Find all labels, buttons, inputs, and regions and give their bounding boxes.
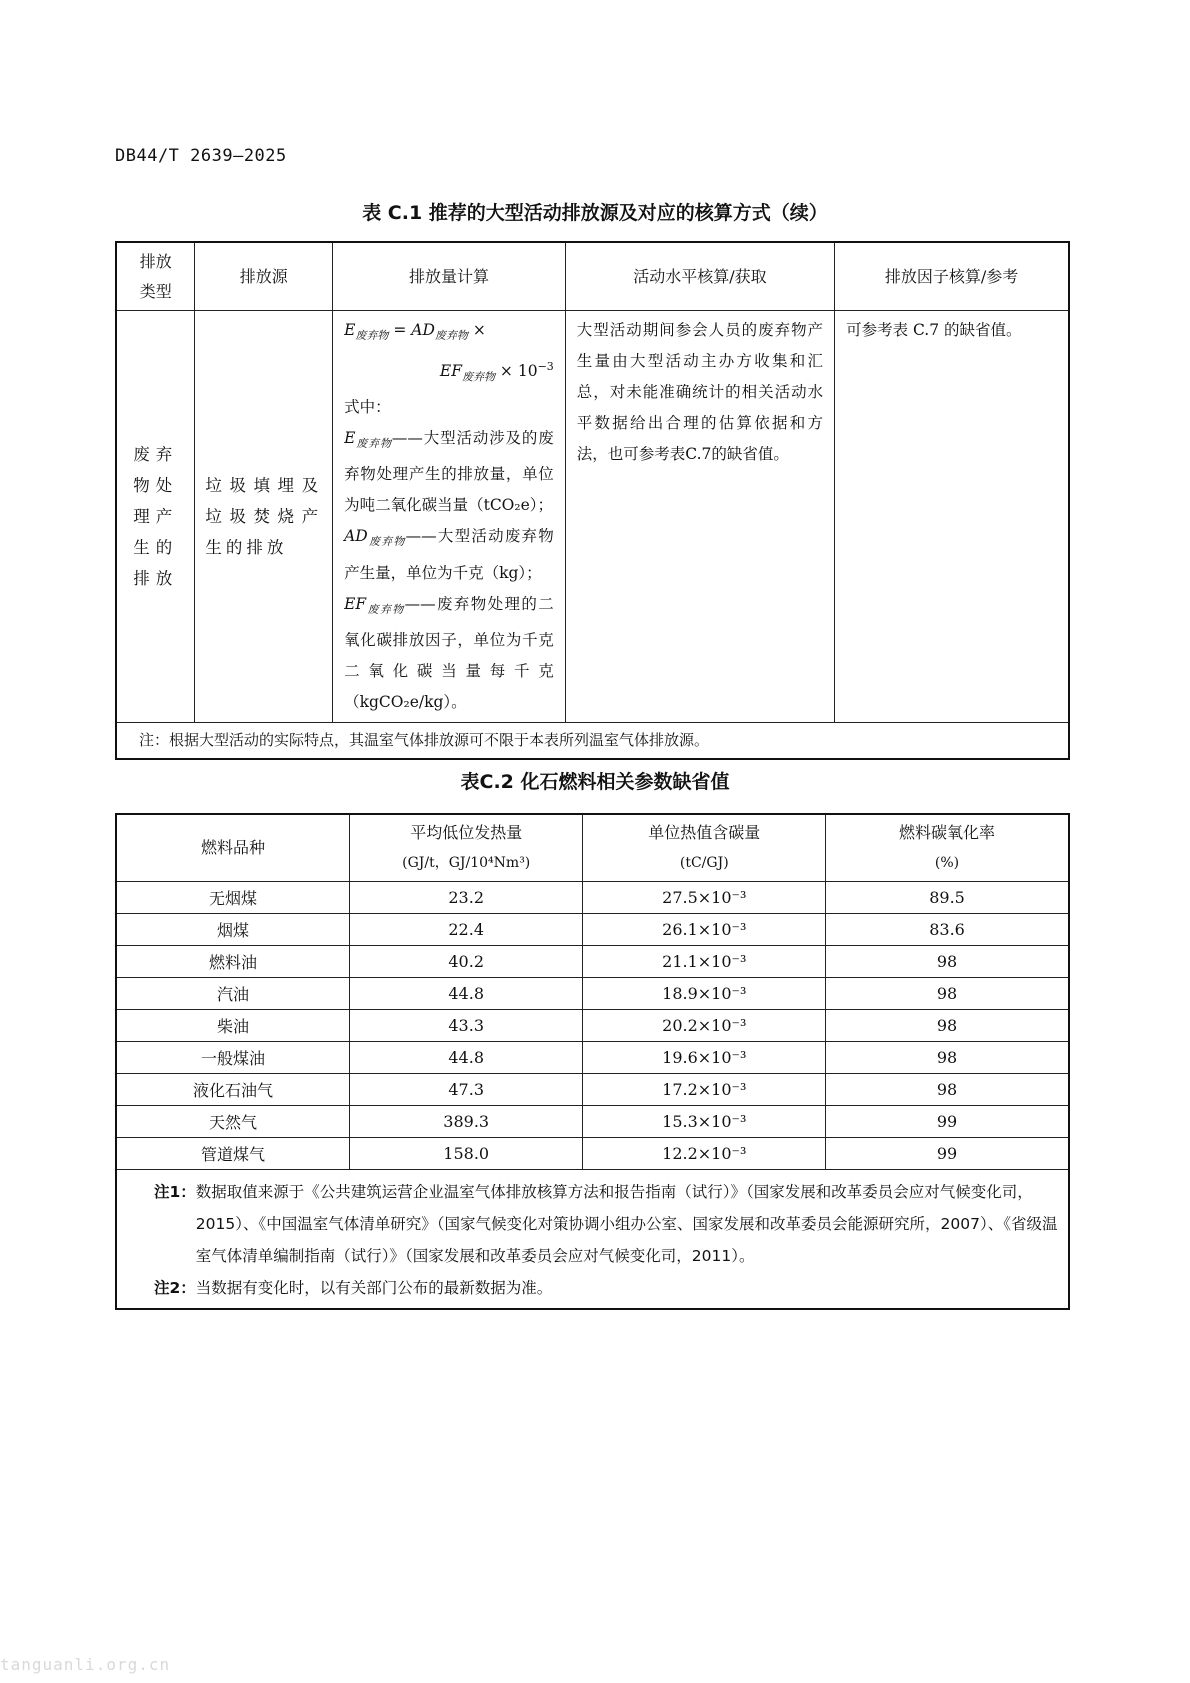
fuel-name: 柴油 xyxy=(116,1010,349,1042)
heat-value: 158.0 xyxy=(349,1138,583,1170)
heat-value: 23.2 xyxy=(349,882,583,914)
col-header-source: 排放源 xyxy=(195,242,333,311)
factor-cell: 可参考表 C.7 的缺省值。 xyxy=(835,311,1069,723)
document-id: DB44/T 2639—2025 xyxy=(115,146,287,166)
definition-e: $E_{废弃物}——$大型活动涉及的废弃物处理产生的排放量，单位为吨二氧化碳当量（tCO₂e）； xyxy=(344,429,554,515)
heat-value: 44.8 xyxy=(349,978,583,1010)
table2-notes xyxy=(116,1170,1069,1310)
note-2-label: 注2： xyxy=(154,1279,196,1297)
table-row xyxy=(116,946,1069,978)
carbon-content: 17.2×10⁻³ xyxy=(583,1074,826,1106)
table2-note-row xyxy=(116,1170,1069,1310)
table-row xyxy=(116,882,1069,914)
table-row xyxy=(116,1106,1069,1138)
carbon-content: 27.5×10⁻³ xyxy=(583,882,826,914)
carbon-content: 18.9×10⁻³ xyxy=(583,978,826,1010)
note-1-text: 数据取值来源于《公共建筑运营企业温室气体排放核算方法和报告指南（试行）》（国家发展和改革委员会应对气候变化司，2015）、《中国温室气体清单研究》（国家气候变化对策协调小组办公室、国家发展和改革委员会能源研究所，2007）、《省级温室气体清单编制指南（试行）》（国家发展和改革委员会应对气候变化司，2011）。 xyxy=(195,1183,1058,1265)
oxidation-rate: 98 xyxy=(826,1010,1069,1042)
table-row xyxy=(116,978,1069,1010)
table2-header-row xyxy=(116,814,1069,882)
table2-caption: 表C.2 化石燃料相关参数缺省值 xyxy=(460,771,730,793)
note-2 xyxy=(154,1272,1058,1304)
col-header-factor: 排放因子核算/参考 xyxy=(835,242,1069,311)
col-header-heat: 平均低位发热量 (GJ/t，GJ/10⁴Nm³) xyxy=(349,814,583,882)
col-header-activity: 活动水平核算/获取 xyxy=(565,242,834,311)
col-header-fuel: 燃料品种 xyxy=(116,814,349,882)
emission-type-text: 废弃物处理产生的排放 xyxy=(133,444,179,588)
heat-value: 389.3 xyxy=(349,1106,583,1138)
definition-ef: $EF_{废弃物}——$废弃物处理的二氧化碳排放因子，单位为千克二氧化碳当量每千克（kgCO₂e/kg）。 xyxy=(344,594,554,711)
emission-source-text: 垃圾填埋及垃圾焚烧产生的排放 xyxy=(205,475,323,557)
carbon-content: 20.2×10⁻³ xyxy=(583,1010,826,1042)
fuel-name: 管道煤气 xyxy=(116,1138,349,1170)
note-1 xyxy=(154,1176,1058,1272)
calculation-cell xyxy=(333,311,566,723)
emission-source-cell xyxy=(195,311,333,723)
watermark: tanguanli.org.cn xyxy=(0,1655,171,1674)
heat-value: 43.3 xyxy=(349,1010,583,1042)
formula-line-1: $E_{废弃物} = AD_{废弃物}$ × xyxy=(344,321,486,343)
col-header-carbon: 单位热值含碳量 (tC/GJ) xyxy=(583,814,826,882)
table1-note: 注：根据大型活动的实际特点，其温室气体排放源可不限于本表所列温室气体排放源。 xyxy=(116,722,1069,759)
fuel-name: 汽油 xyxy=(116,978,349,1010)
heat-value: 22.4 xyxy=(349,914,583,946)
col-header-type: 排放 类型 xyxy=(116,242,195,311)
table1-row xyxy=(116,311,1069,723)
note-1-label: 注1： xyxy=(154,1183,196,1201)
oxidation-rate: 98 xyxy=(826,1042,1069,1074)
table-row xyxy=(116,1138,1069,1170)
carbon-content: 15.3×10⁻³ xyxy=(583,1106,826,1138)
table-row xyxy=(116,1074,1069,1106)
fuel-name: 无烟煤 xyxy=(116,882,349,914)
table1-caption: 表 C.1 推荐的大型活动排放源及对应的核算方式（续） xyxy=(362,202,828,224)
fuel-name: 燃料油 xyxy=(116,946,349,978)
oxidation-rate: 98 xyxy=(826,1074,1069,1106)
fuel-name: 天然气 xyxy=(116,1106,349,1138)
table1-header-row xyxy=(116,242,1069,311)
oxidation-rate: 99 xyxy=(826,1106,1069,1138)
heat-value: 44.8 xyxy=(349,1042,583,1074)
table1-note-row xyxy=(116,722,1069,759)
carbon-content: 12.2×10⁻³ xyxy=(583,1138,826,1170)
where-label: 式中： xyxy=(344,398,391,417)
col-header-oxidation: 燃料碳氧化率 (%) xyxy=(826,814,1069,882)
table-c2 xyxy=(115,813,1070,1310)
oxidation-rate: 99 xyxy=(826,1138,1069,1170)
oxidation-rate: 89.5 xyxy=(826,882,1069,914)
oxidation-rate: 98 xyxy=(826,946,1069,978)
heat-value: 47.3 xyxy=(349,1074,583,1106)
carbon-content: 21.1×10⁻³ xyxy=(583,946,826,978)
oxidation-rate: 98 xyxy=(826,978,1069,1010)
table-row xyxy=(116,1010,1069,1042)
table-row xyxy=(116,914,1069,946)
table-row xyxy=(116,1042,1069,1074)
note-2-text: 当数据有变化时，以有关部门公布的最新数据为准。 xyxy=(195,1279,553,1297)
oxidation-rate: 83.6 xyxy=(826,914,1069,946)
carbon-content: 26.1×10⁻³ xyxy=(583,914,826,946)
fuel-name: 一般煤油 xyxy=(116,1042,349,1074)
fuel-name: 烟煤 xyxy=(116,914,349,946)
activity-cell: 大型活动期间参会人员的废弃物产生量由大型活动主办方收集和汇总，对未能准确统计的相关活动水平数据给出合理的估算依据和方法，也可参考表C.7的缺省值。 xyxy=(565,311,834,723)
definition-ad: $AD_{废弃物}——$大型活动废弃物产生量，单位为千克（kg）； xyxy=(344,527,554,582)
heat-value: 40.2 xyxy=(349,946,583,978)
formula-line-2: $EF_{废弃物} \times 10^{-3}$ xyxy=(439,360,554,384)
emission-type-cell xyxy=(116,311,195,723)
carbon-content: 19.6×10⁻³ xyxy=(583,1042,826,1074)
col-header-calc: 排放量计算 xyxy=(333,242,566,311)
fuel-name: 液化石油气 xyxy=(116,1074,349,1106)
table-c1 xyxy=(115,241,1070,760)
